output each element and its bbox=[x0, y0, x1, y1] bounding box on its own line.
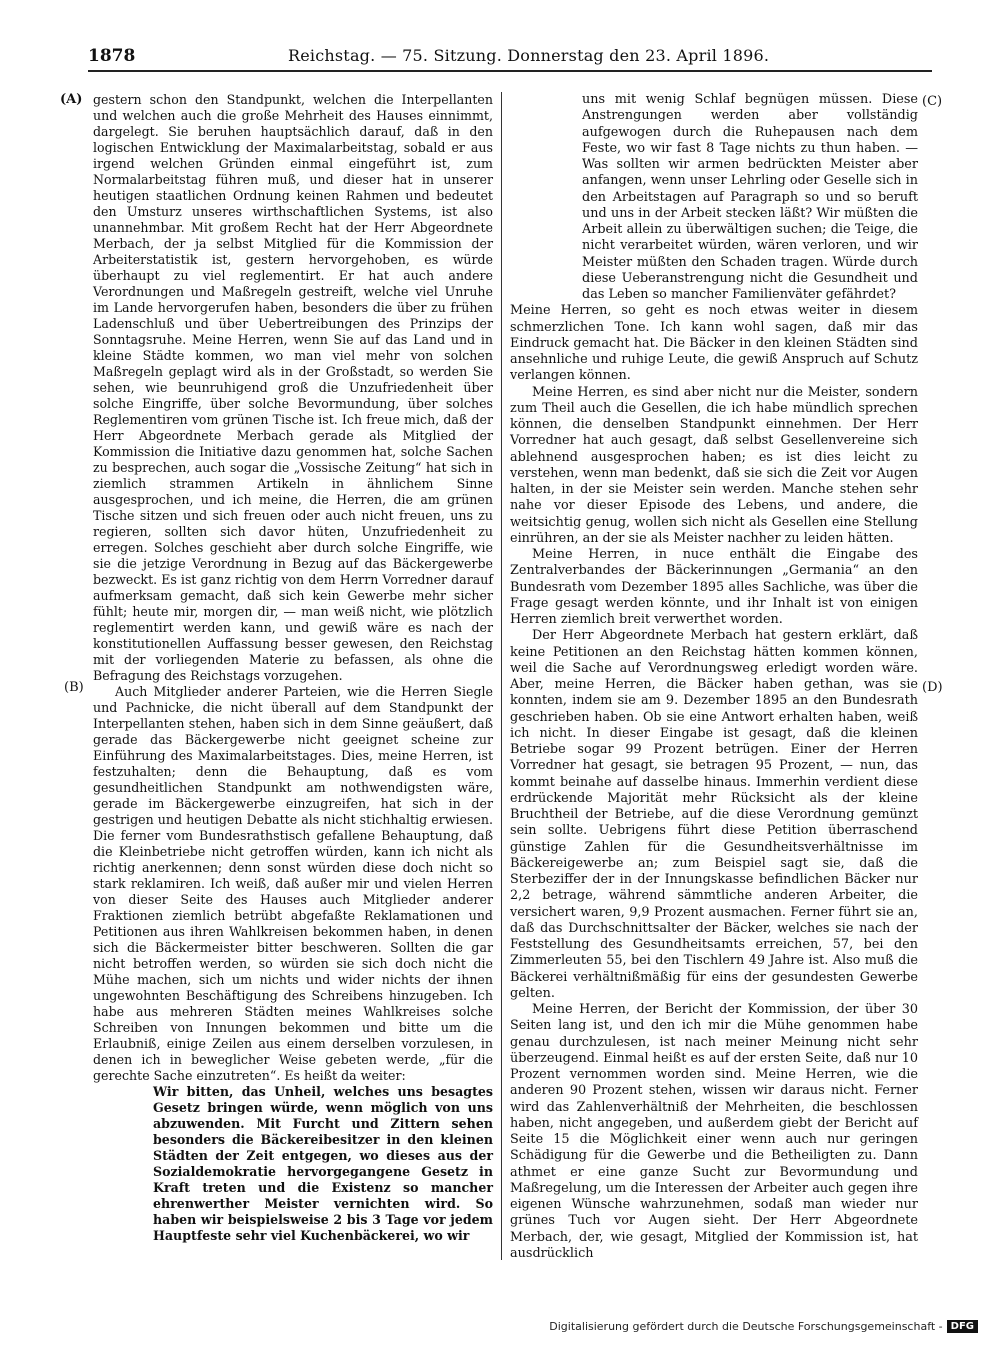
left-column bbox=[93, 92, 493, 1244]
block-quote-continuation: uns mit wenig Schlaf begnügen müssen. Diese Anstrengungen werden aber vollständig aufgewogen durch die Ruhepausen nach dem Feste, wo wir fast 8 Tage nichts zu thun haben. — Was sollten wir armen bedrückten Meister aber anfangen, wenn unser Lehrling oder Geselle sich in den Arbeitstagen auf Paragraph so und so beruft und uns in der Arbeit stecken läßt? Wir müßten die Arbeit allein zu überwältigen suchen; die Teige, die nicht verarbeitet würden, wären verloren, und wir Meister müßten den Schaden tragen. Würde durch diese Ueberanstrengung nicht die Gesundheit und das Leben so mancher Familienväter gefährdet? bbox=[582, 92, 918, 302]
paragraph: Auch Mitglieder anderer Parteien, wie die Herren Siegle und Pachnicke, die nicht überall auf dem Standpunkt der Interpellanten stehen, haben sich in dem Sinne geäußert, daß gerade das Bäckergewerbe nicht geeignet scheine zur Einführung des Maximalarbeitstages. Dies, meine Herren, ist festzuhalten; denn die Behauptung, daß es vom gesundheitlichen Standpunkt am nothwendigsten wäre, gerade im Bäckergewerbe einzugreifen, hat sich in der gestrigen und heutigen Debatte als nicht stichhaltig erwiesen. Die ferner vom Bundesrathstisch gefallene Behauptung, daß die Kleinbetriebe nicht getroffen würden, kann ich nicht als richtig anerkennen; denn sonst würden diese doch nicht so stark reklamiren. Ich weiß, daß außer mir und vielen Herren von dieser Seite des Hauses auch Mitglieder anderer Fraktionen ziemlich betrübt abgefaßte Reklamationen und Petitionen aus ihren Wahlkreisen bekommen haben, in denen sich die Bäckermeister bitter beschweren. Sollten die gar nicht betroffen werden, so würden sie sich doch nicht die Mühe machen, sich um nichts und wider nichts der ihnen ungewohnten Beschäftigung des Schreibens hinzugeben. Ich habe aus mehreren Städten meines Wahlkreises solche Schreiben von Innungen bekommen und bitte um die Erlaubniß, einige Zeilen aus einem derselben vorzulesen, in denen ich in beweglicher Weise gebeten werde, „für die gerechte Sache einzutreten“. Es heißt da weiter: bbox=[93, 684, 493, 1083]
paragraph: Der Herr Abgeordnete Merbach hat gestern erklärt, daß keine Petitionen an den Reichstag hätten kommen können, weil die Sache auf Verordnungsweg erledigt worden wäre. Aber, meine Herren, die Bäcker haben gethan, was sie konnten, indem sie am 9. Dezember 1895 an den Bundesrath geschrieben haben. Ob sie eine Antwort erhalten haben, weiß ich nicht. In dieser Eingabe ist gesagt, daß die kleinen Betriebe sogar 99 Prozent betrügen. Einer der Herren Vorredner hat gesagt, sie betragen 95 Prozent, — nun, das kommt beinahe auf dasselbe hinaus. Immerhin verdient diese erdrückende Majorität mehr Rücksicht als der kleine Bruchtheil der Betriebe, auf die diese Verordnung gemünzt sein sollte. Uebrigens führt diese Petition überraschend günstige Zahlen für die Gesundheitsverhältnisse im Bäckereigewerbe an; zum Beispiel sagt sie, daß die Sterbeziffer der in der Innungskasse befindlichen Bäcker nur 2,2 betrage, während sämmtliche anderen Arbeiter, die versichert waren, 9,9 Prozent ausmachen. Ferner führt sie an, daß das Durchschnittsalter der Bäcker, welches sie nach der Feststellung des Gesundheitsamts erreichen, 57, bei den Zimmerleuten 55, bei den Tischlern 49 Jahre ist. Also muß die Bäckerei verhältnißmäßig für eins der gesundesten Gewerbe gelten. bbox=[510, 628, 918, 1001]
paragraph: gestern schon den Standpunkt, welchen die Interpellanten und welchen auch die große Mehrheit des Hauses einnimmt, dargelegt. Sie beruhen hauptsächlich darauf, daß in den logischen Entwicklung der Maximalarbeitstag, sobald er aus irgend welchen Gründen einmal eingeführt ist, zum Normalarbeitstag führen muß, und dieser hat in unserer heutigen staatlichen Ordnung keinen Rahmen und bedeutet den Umsturz unseres wirthschaftlichen Systems, ist also unannehmbar. Mit großem Recht hat der Herr Abgeordnete Merbach, der ja selbst Mitglied für die Kommission der Arbeiterstatistik ist, gestern hervorgehoben, es würde überhaupt zu viel reglementirt. Er hat auch andere Verordnungen und Maßregeln gestreift, welche viel Unruhe im Lande hervorgerufen haben, besonders die über zu frühen Ladenschluß und über Uebertreibungen des Prinzips der Sonntagsruhe. Meine Herren, wenn Sie auf das Land und in kleine Städte kommen, wo man viel mehr von solchen Maßregeln geplagt wird als in der Großstadt, so werden Sie sehen, wie beunruhigend groß die Unzufriedenheit über solche Eingriffe, über solche Bevormundung, über solches Reglementiren vom grünen Tische ist. Ich freue mich, daß der Herr Abgeordnete Merbach gerade als Mitglied der Kommission die Initiative dazu genommen hat, solche Sachen zu besprechen, auch sogar die „Vossische Zeitung“ hat sich in ziemlich strammen Artikeln in ähnlichem Sinne ausgesprochen, und ich meine, die Herren, die am grünen Tische sitzen und sich freuen oder auch nicht freuen, uns zu regieren, sollten sich davor hüten, Unzufriedenheit zu erregen. Solches geschieht aber durch solche Eingriffe, wie sie die jetzige Verordnung in Bezug auf das Bäckergewerbe bezweckt. Es ist ganz richtig von dem Herrn Vorredner darauf aufmerksam gemacht, daß sich kein Gewerbe mehr sicher fühlt; heute mir, morgen dir, — man weiß nicht, wie plötzlich reglementirt werden kann, und gewiß wäre es nach der konstitutionellen Auffassung besser gewesen, den Reichstag mit der vorliegenden Materie zu befassen, als ohne die Befragung des Reichstags vorzugehen. bbox=[93, 92, 493, 683]
column-divider bbox=[501, 92, 502, 1260]
paragraph: Meine Herren, der Bericht der Kommission, der über 30 Seiten lang ist, und den ich mir die Mühe genommen habe genau durchzulesen, ist nach meiner Meinung nicht sehr überzeugend. Einmal heißt es auf der ersten Seite, daß nur 10 Prozent vernommen worden sind. Meine Herren, wie die anderen 90 Prozent stehen, wissen wir daraus nicht. Ferner wird das Zahlenverhältniß der Mehrheiten, die beschlossen haben, nicht angegeben, und außerdem giebt der Bericht auf Seite 15 die Möglichkeit einer wenn auch nur geringen Schädigung für die Gewerbe und die Betheiligten zu. Dann athmet er eine ganze Sucht zur Bevormundung und Maßregelung, um die Interessen der Arbeiter auch gegen ihre eigenen Wünsche wahrzunehmen, sodaß man wieder nur grünes Tuch vor Augen sieht. Der Herr Abgeordnete Merbach, der, wie gesagt, Mitglied der Kommission ist, hat ausdrücklich bbox=[510, 1002, 918, 1261]
footer bbox=[549, 1320, 978, 1333]
funding-note: Digitalisierung gefördert durch die Deutsche Forschungsgemeinschaft - bbox=[549, 1320, 943, 1333]
margin-marker-c: (C) bbox=[922, 94, 943, 109]
margin-marker-b: (B) bbox=[64, 680, 84, 695]
right-column bbox=[510, 92, 918, 1262]
page-header bbox=[88, 44, 932, 72]
margin-marker-a: (A) bbox=[60, 92, 83, 107]
running-title: Reichstag. — 75. Sitzung. Donnerstag den 23. April 1896. bbox=[288, 46, 770, 65]
margin-marker-d: (D) bbox=[922, 680, 943, 695]
dfg-logo: DFG bbox=[947, 1320, 978, 1333]
paragraph: Meine Herren, so geht es noch etwas weiter in diesem schmerzlichen Tone. Ich kann wohl sagen, daß mir das Eindruck gemacht hat. Die Bäcker in den kleinen Städten sind ansehnliche und ruhige Leute, die gewiß Anspruch auf Schutz verlangen können. bbox=[510, 303, 918, 384]
block-quote: Wir bitten, das Unheil, welches uns besagtes Gesetz bringen würde, wenn möglich von uns abzuwenden. Mit Furcht und Zittern sehen besonders die Bäckereibesitzer in den kleinen Städten der Zeit entgegen, wo dieses aus der Sozialdemokratie hervorgegangene Gesetz in Kraft treten und die Existenz so mancher ehrenwerther Meister vernichten wird. So haben wir beispielsweise 2 bis 3 Tage vor jedem Hauptfeste sehr viel Kuchenbäckerei, wo wir bbox=[153, 1084, 493, 1243]
page-number: 1878 bbox=[88, 46, 136, 66]
paragraph: Meine Herren, in nuce enthält die Eingabe des Zentralverbandes der Bäckerinnungen „Germania“ an den Bundesrath vom Dezember 1895 alles Sachliche, was über die Frage gesagt werden könnte, und ihr Inhalt ist von einigen Herren ziemlich breit verwerthet worden. bbox=[510, 547, 918, 627]
paragraph: Meine Herren, es sind aber nicht nur die Meister, sondern zum Theil auch die Gesellen, die ich habe mündlich sprechen können, die denselben Standpunkt einnehmen. Der Herr Vorredner hat auch gesagt, daß selbst Gesellenvereine sich ablehnend ausgesprochen haben; es ist dies leicht zu verstehen, wenn man bedenkt, daß sie sich die Zeit vor Augen halten, in der sie Meister sein werden. Manche stehen sehr nahe vor dieser Episode des Lebens, und andere, die weitsichtig genug, wollen sich nicht als Gesellen eine Stellung einrühren, an der sie als Meister nachher zu leiden hätten. bbox=[510, 384, 918, 546]
